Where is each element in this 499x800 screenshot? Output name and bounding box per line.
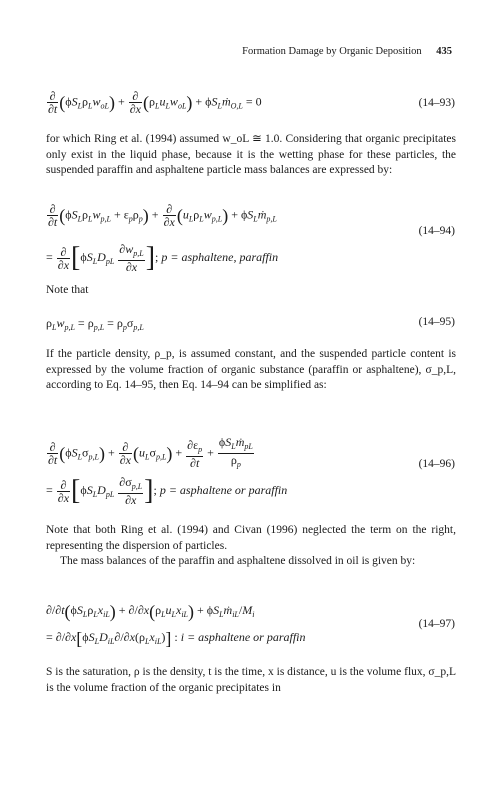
paragraph-3: If the particle density, ρ_p, is assumed constant, and the suspended particle content is expressed by the volume fraction of organic substance (paraffin or asphaltene), σ_p,L, according to Eq. 14–95, then Eq. 14–94 can be simplified as: — [46, 348, 456, 391]
equation-14-96-condition: p = asphaltene or paraffin — [159, 482, 288, 497]
equation-14-94-condition: p = asphaltene, paraffin — [161, 249, 279, 264]
equation-14-93: $\frac{\partial}{\partial t}$ $(\phi S_L\rho_Lw_{oL})$ + $\frac{\partial}{\partial x}$ $(\rho_Lu_Lw_{oL})$ + $\phi S_Lṁ_{O,L} = 0$ — [48, 89, 262, 116]
running-title: Formation Damage by Organic Deposition — [242, 46, 422, 57]
equation-14-96-line-2: = $\frac{\partial}{\partial x}$ [$\phi S_LD_{pL}$ $\frac{\partial\sigma_{p,L}}{\partial x}$ ]; p = asphaltene or paraffin — [46, 475, 288, 507]
equation-number-14-96: (14–96) — [418, 458, 455, 470]
paragraph-2: Note that — [46, 284, 89, 296]
equation-14-95: $\rho_Lw_{p,L} = \rho_{p,L} = \rho_p\sigma_{p,L}$ — [46, 316, 144, 332]
equation-14-97-condition: i = asphaltene or paraffin — [180, 630, 306, 644]
equation-number-14-97: (14–97) — [418, 618, 455, 630]
equation-14-94-line-2: = $\frac{\partial}{\partial x}$ [$\phi S_LD_{pL}$ $\frac{\partial w_{p,L}}{\partial x}$ ]; p = asphaltene, paraffin — [46, 242, 279, 274]
page-number: 435 — [436, 46, 452, 57]
running-header — [0, 46, 452, 57]
equation-14-97-line-1: $\partial/\partial t(\phi S_L\rho_Lx_{iL}) + \partial/\partial x(\rho_Lu_Lx_{iL})$ + $\phi S_Lṁ_{iL}/M_i$ — [46, 601, 255, 622]
paragraph-4: Note that both Ring et al. (1994) and Civan (1996) neglected the term on the right, representing the dispersion of particles. — [46, 524, 456, 552]
equation-number-14-93: (14–93) — [418, 97, 455, 109]
equation-number-14-94: (14–94) — [418, 225, 455, 237]
equation-14-96-line-1: $\frac{\partial}{\partial t}$ $(\phi S_L\sigma_{p,L})$ + $\frac{\partial}{\partial x}$ $(u_L\sigma_{p,L})$ + $\frac{\partial\varepsilon_p}{\partial t}$ + $\frac{\phi S_Lṁ_{pL}}{\rho_p}$ — [48, 435, 253, 470]
paragraph-1: for which Ring et al. (1994) assumed w_oL ≅ 1.0. Considering that organic precipitates only exist in the liquid phase, because it is the wetting phase for these particles, the suspended paraffin and asphaltene particle mass balances are expressed by: — [46, 133, 456, 176]
paragraph-6: S is the saturation, ρ is the density, t is the time, x is distance, u is the volume flux, σ_p,L is the volume fraction of the organic precipitates in — [46, 666, 456, 694]
equation-number-14-95: (14–95) — [418, 316, 455, 328]
equation-14-94-line-1: $\frac{\partial}{\partial t}$ $(\phi S_L\rho_Lw_{p,L} + \varepsilon_p\rho_p)$ + $\frac{\partial}{\partial x}$ $(u_L\rho_Lw_{p,L})$ + $\phi S_Lṁ_{p,L}$ — [48, 202, 277, 229]
equation-14-97-line-2: = $\partial/\partial x[\phi S_LD_{iL}\partial/\partial x(\rho_Lx_{iL})]$ : i = asphaltene or paraffin — [46, 628, 306, 649]
paragraph-5: The mass balances of the paraffin and asphaltene dissolved in oil is given by: — [60, 555, 416, 567]
